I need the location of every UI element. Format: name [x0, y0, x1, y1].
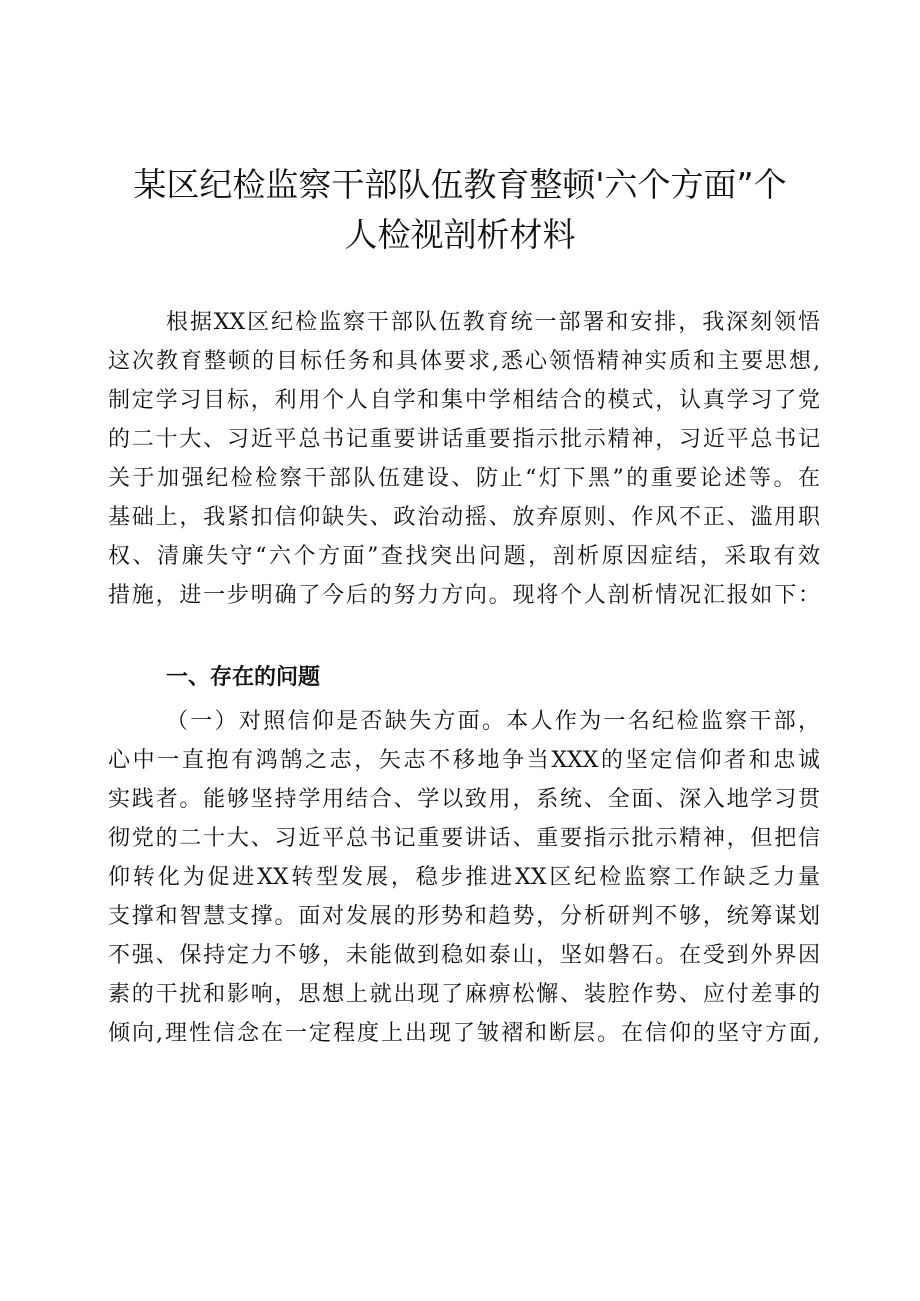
paragraph-line: 倾向,理性信念在一定程度上出现了皱褶和断层。在信仰的坚守方面, — [108, 1021, 820, 1046]
paragraph-line: 制定学习目标，利用个人自学和集中学相结合的模式，认真学习了党 — [108, 388, 820, 413]
document-title-line-1: 某区纪检监察干部队伍教育整顿'六个方面”个 — [133, 165, 787, 204]
paragraph-line: 心中一直抱有鸿鹄之志，矢志不移地争当XXX的坚定信仰者和忠诚 — [108, 748, 820, 773]
paragraph-line: 支撑和智慧支撑。面对发展的形势和趋势，分析研判不够，统筹谋划 — [108, 904, 820, 929]
document-title-line-2: 人检视剖析材料 — [344, 215, 576, 254]
paragraph-line: 仰转化为促进XX转型发展，稳步推进XX区纪检监察工作缺乏力量 — [108, 865, 820, 890]
paragraph-line: （一）对照信仰是否缺失方面。本人作为一名纪检监察干部， — [166, 709, 820, 734]
paragraph-line: 这次教育整顿的目标任务和具体要求,悉心领悟精神实质和主要思想, — [108, 349, 820, 374]
paragraph-line: 彻党的二十大、习近平总书记重要讲话、重要指示批示精神，但把信 — [108, 826, 820, 851]
paragraph-line: 的二十大、习近平总书记重要讲话重要指示批示精神，习近平总书记 — [108, 427, 820, 452]
paragraph-line: 实践者。能够坚持学用结合、学以致用，系统、全面、深入地学习贯 — [108, 787, 820, 812]
section-paragraph — [108, 702, 820, 1053]
intro-paragraph — [108, 303, 820, 615]
paragraph-line: 素的干扰和影响，思想上就出现了麻痹松懈、装腔作势、应付差事的 — [108, 982, 820, 1007]
section-heading: 一、存在的问题 — [166, 665, 321, 690]
paragraph-line: 措施，进一步明确了今后的努力方向。现将个人剖析情况汇报如下： — [108, 583, 820, 608]
paragraph-line: 基础上，我紧扣信仰缺失、政治动摇、放弃原则、作风不正、滥用职 — [108, 505, 820, 530]
paragraph-line: 权、清廉失守“六个方面”查找突出问题，剖析原因症结，采取有效 — [108, 544, 820, 569]
paragraph-line: 关于加强纪检检察干部队伍建设、防止“灯下黑”的重要论述等。在 — [108, 466, 820, 491]
paragraph-line: 不强、保持定力不够，未能做到稳如泰山，坚如磐石。在受到外界因 — [108, 943, 820, 968]
paragraph-line: 根据XX区纪检监察干部队伍教育统一部署和安排，我深刻领悟 — [166, 310, 820, 335]
